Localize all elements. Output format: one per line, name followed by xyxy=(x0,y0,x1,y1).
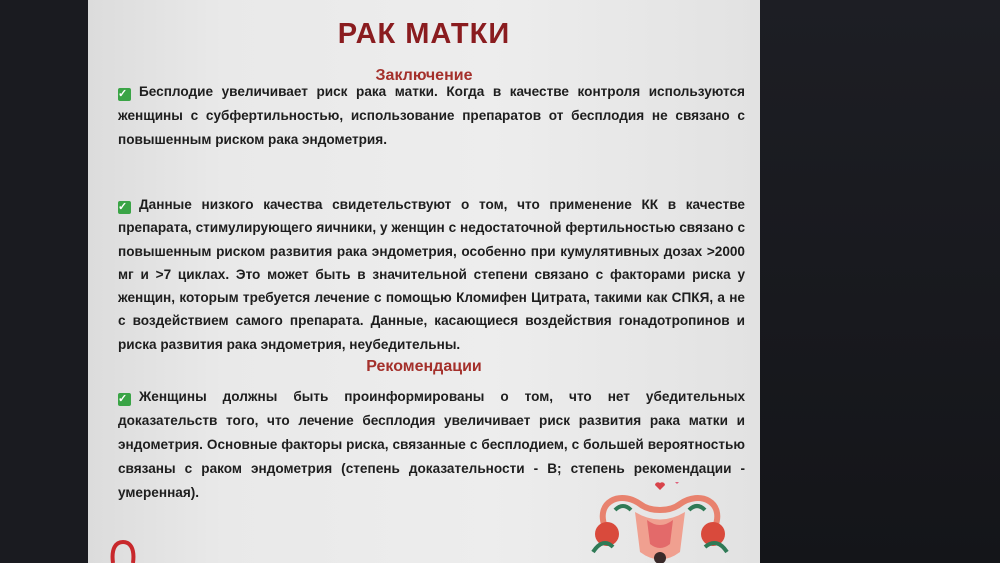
section-heading-recommendations: Рекомендации xyxy=(366,358,482,375)
awareness-ribbon-icon xyxy=(108,538,138,563)
check-mark-icon: ✓ xyxy=(118,88,131,101)
uterus-illustration xyxy=(585,482,735,563)
slide-title: РАК МАТКИ xyxy=(337,18,511,50)
paragraph-1: ✓ Бесплодие увеличивает риск рака матки. Когда в качестве контроля используются женщины с субфертильностью, использование препаратов от бесплодия не связано с повышенным риском рака эндометрия. xyxy=(118,84,745,147)
check-mark-icon: ✓ xyxy=(118,201,131,214)
dark-background xyxy=(760,0,1000,563)
paragraph-2: ✓ Данные низкого качества свидетельствуют о том, что применение КК в качестве препарата, стимулирующего яичники, у женщин с недостаточной фертильностью связано с повышенным риском развития рака эндометрия, особенно при кумулятивных дозах >2000 мг и >7 циклах. Это может быть в значительной степени связано с факторами риска у женщин, которым требуется лечение с помощью Кломифен Цитрата, такими как СПКЯ, а не с воздействием самого препарата. Данные, касающиеся воздействия гонадотропинов и риска развития рака эндометрия, неубедительны. xyxy=(118,197,745,352)
paragraph-3: ✓ Женщины должны быть проинформированы о том, что нет убедительных доказательств того, что лечение бесплодия увеличивает риск развития рака матки и эндометрия. Основные факторы риска, связанные с бесплодием, с большей вероятностью связаны с раком эндометрия (степень доказательности - В; степень рекомендации - умеренная). xyxy=(118,389,745,500)
slide xyxy=(88,0,760,563)
check-mark-icon: ✓ xyxy=(118,393,131,406)
section-heading-conclusion: Заключение xyxy=(375,67,473,84)
